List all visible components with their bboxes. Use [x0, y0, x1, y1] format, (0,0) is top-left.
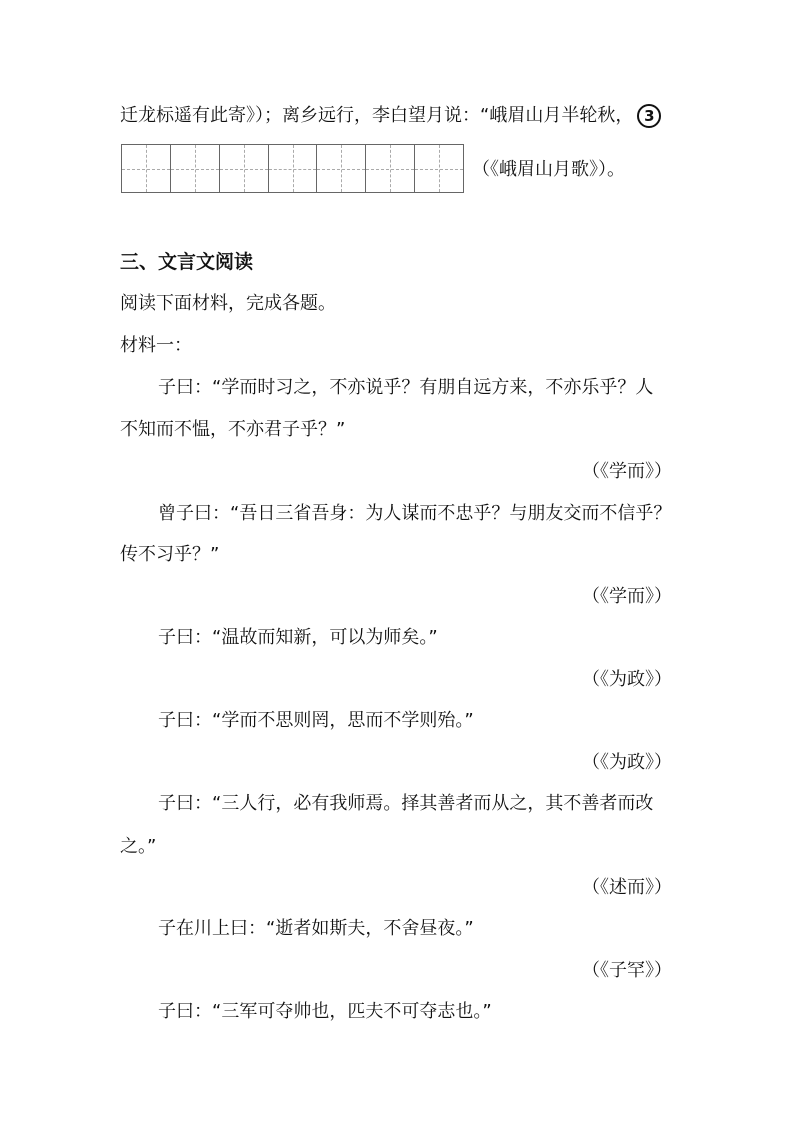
answer-cell[interactable]: [366, 145, 415, 192]
passage-line: 子曰：“温故而知新，可以为师矣。”: [158, 627, 438, 648]
material-label: 材料一：: [120, 335, 192, 356]
passage-line: 传不习乎？”: [120, 544, 220, 565]
answer-cell[interactable]: [317, 145, 366, 192]
intro-text: 迁龙标遥有此寄》）；离乡远行，李白望月说：“峨眉山月半轮秋，: [120, 105, 634, 126]
passage-line: 子曰：“三军可夺帅也，匹夫不可夺志也。”: [158, 1001, 492, 1022]
passage-line: 之。”: [120, 836, 157, 857]
passage-line: 子曰：“三人行，必有我师焉。择其善者而从之，其不善者而改: [158, 793, 654, 814]
answer-cell[interactable]: [171, 145, 220, 192]
passage-line: 子曰：“学而不思则罔，思而不学则殆。”: [158, 710, 474, 731]
passage-line: 曾子曰：“吾日三省吾身：为人谋而不忠乎？与朋友交而不信乎？: [158, 503, 672, 524]
passage-source: （《学而》）: [582, 586, 672, 607]
passage-source: （《述而》）: [582, 877, 672, 898]
passage-source: （《学而》）: [582, 461, 672, 482]
passage-source: （《为政》）: [582, 752, 672, 773]
passage-line: 子在川上曰：“逝者如斯夫，不舍昼夜。”: [158, 918, 474, 939]
answer-cell[interactable]: [269, 145, 318, 192]
passage-source: （《为政》）: [582, 669, 672, 690]
passage-line: 子曰：“学而时习之，不亦说乎？有朋自远方来，不亦乐乎？人: [158, 377, 654, 398]
answer-grid[interactable]: [121, 144, 464, 193]
answer-cell[interactable]: [415, 145, 463, 192]
intro-line: [120, 104, 661, 128]
section-heading: 三、文言文阅读: [120, 251, 254, 273]
passage-line: 不知而不愠，不亦君子乎？”: [120, 419, 346, 440]
passage-source: （《子罕》）: [582, 960, 672, 981]
answer-cell[interactable]: [122, 145, 171, 192]
question-marker-3: 3: [637, 104, 661, 128]
answer-cell[interactable]: [220, 145, 269, 192]
instruction-text: 阅读下面材料，完成各题。: [120, 293, 336, 314]
poem-source: （《峨眉山月歌》）。: [472, 159, 625, 180]
